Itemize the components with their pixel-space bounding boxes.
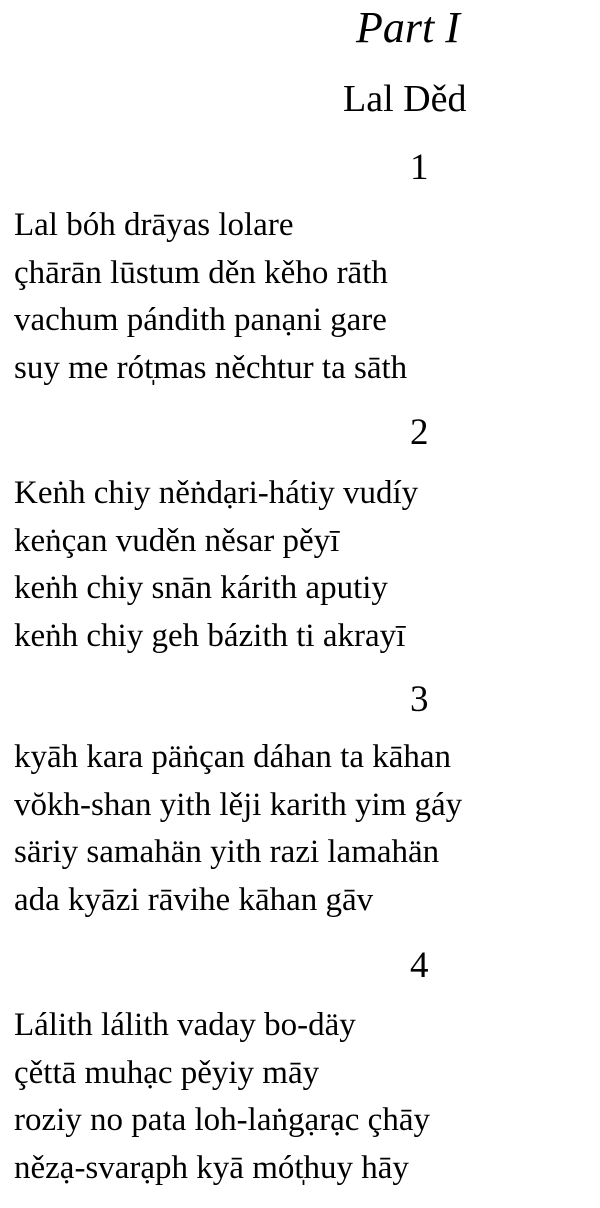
verse-line: Keṅh chiy něṅdạri-hátiy vudíy xyxy=(14,475,419,511)
verse-1 xyxy=(14,202,407,392)
verse-2 xyxy=(14,470,418,660)
author-heading: Lal Děd xyxy=(343,78,467,120)
verse-4 xyxy=(14,1002,430,1192)
verse-3 xyxy=(14,734,462,924)
verse-line: Lálith lálith vaday bo-däy xyxy=(14,1007,356,1043)
verse-line: keṅçan vuděn něsar pěyī xyxy=(14,522,340,559)
verse-line: suy me rót̩mas něchtur ta sāth xyxy=(14,349,408,386)
verse-line: nězạ-svarạph kyā mót̩huy hāy xyxy=(14,1149,409,1186)
part-title: Part I xyxy=(356,3,460,52)
verse-line: kyāh kara päṅçan dáhan ta kāhan xyxy=(14,739,452,775)
verse-number-1: 1 xyxy=(410,147,429,188)
verse-line: çěttā muhạc pěyiy māy xyxy=(14,1054,320,1091)
verse-line: vŏkh-shan yith lěji karith yim gáy xyxy=(14,786,463,823)
verse-line: keṅh chiy snān kárith aputiy xyxy=(14,570,388,607)
verse-line: vachum pándith panạni gare xyxy=(14,302,387,339)
verse-line: säriy samahän yith razi lamahän xyxy=(14,834,440,871)
verse-line: keṅh chiy geh bázith ti akrayī xyxy=(14,617,406,654)
verse-line: çhārān lūstum děn kěho rāth xyxy=(14,254,388,291)
verse-line: roziy no pata loh-laṅgạrạc çhāy xyxy=(14,1102,430,1139)
verse-number-3: 3 xyxy=(410,679,429,720)
verse-number-4: 4 xyxy=(410,945,429,986)
verse-line: Lal bóh drāyas lolare xyxy=(14,207,294,243)
verse-line: ada kyāzi rāvihe kāhan gāv xyxy=(14,881,374,918)
verse-number-2: 2 xyxy=(410,412,429,453)
